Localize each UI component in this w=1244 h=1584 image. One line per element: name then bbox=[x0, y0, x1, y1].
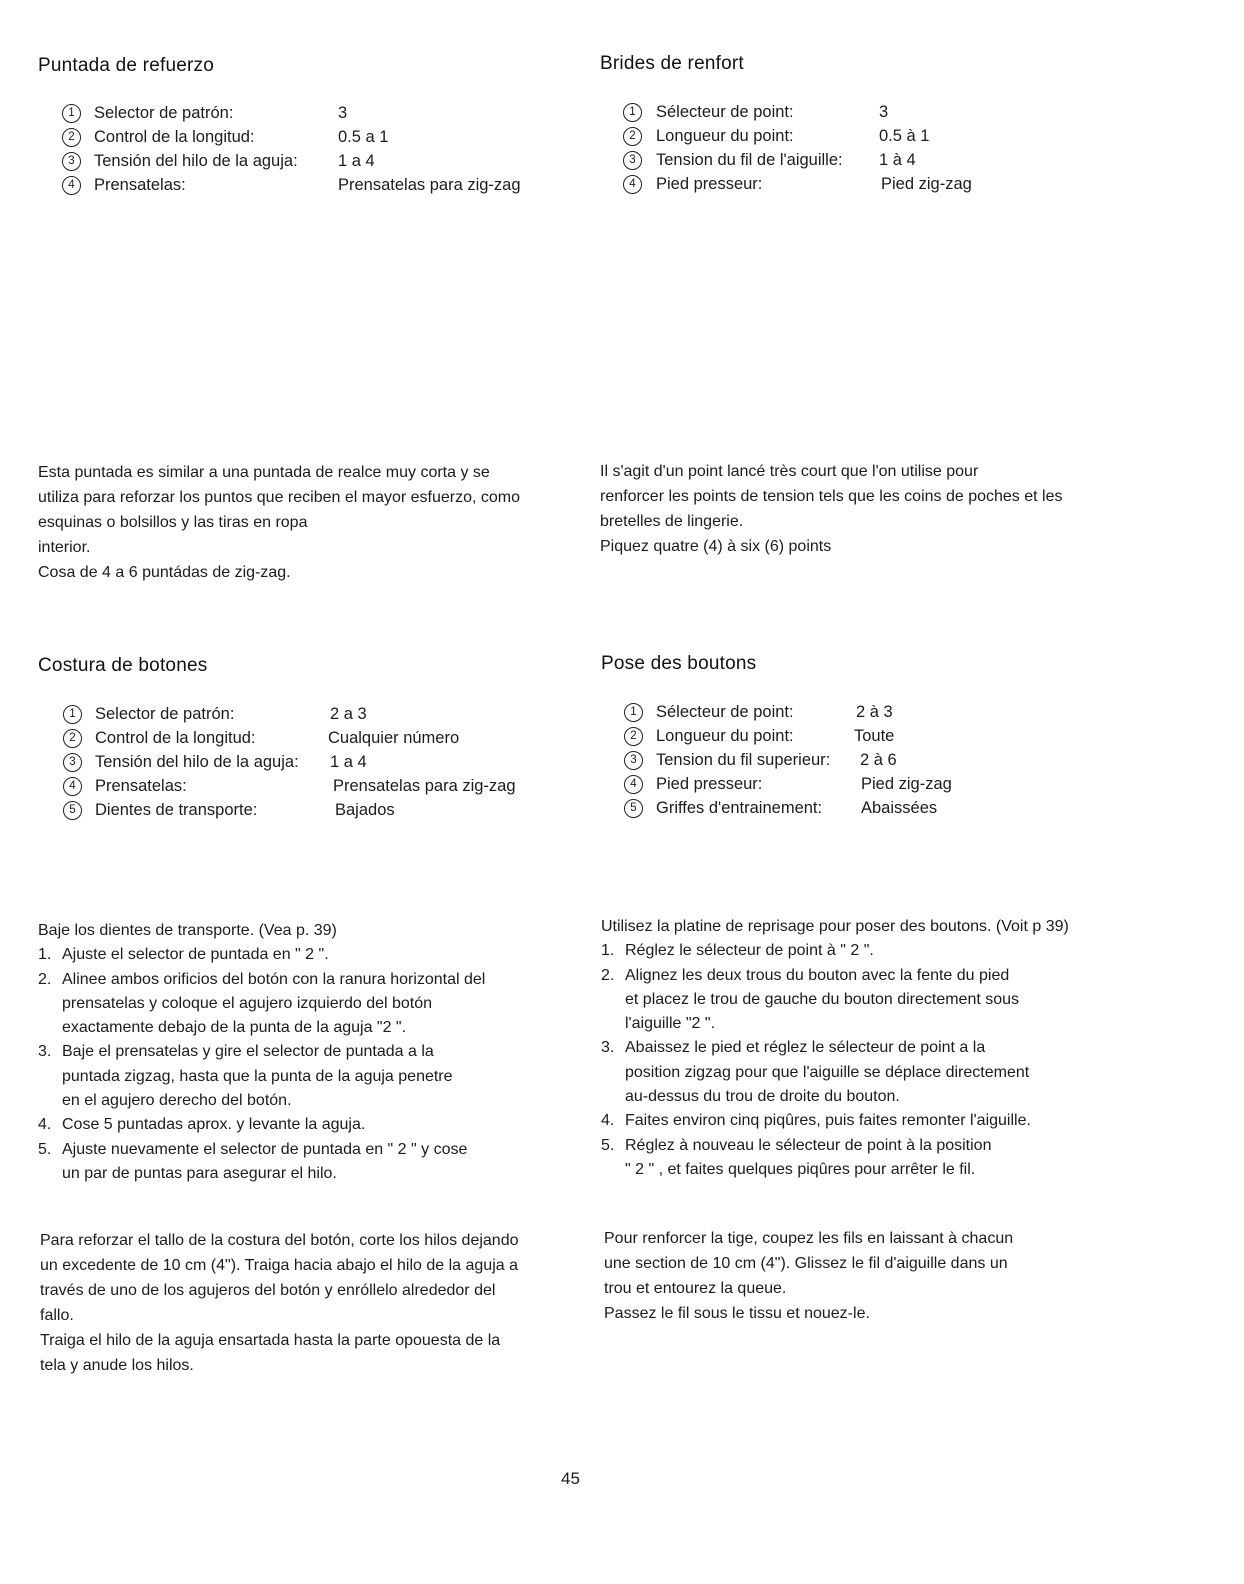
text-line: Il s'agit d'un point lancé très court que l'on utilise pour bbox=[600, 463, 979, 480]
es-refuerzo-title: Puntada de refuerzo bbox=[38, 55, 214, 76]
text-line: utiliza para reforzar los puntos que reciben el mayor esfuerzo, como bbox=[38, 489, 521, 506]
step-number: 3. bbox=[38, 1043, 52, 1061]
circled-number-icon: 5 bbox=[63, 801, 82, 820]
step-number: 2. bbox=[601, 966, 615, 984]
text-line: Pour renforcer la tige, coupez les fils en laissant à chacun bbox=[604, 1230, 1014, 1247]
step-item bbox=[601, 1036, 1069, 1109]
text-line: Para reforzar el tallo de la costura del botón, corte los hilos dejando bbox=[40, 1232, 519, 1249]
circled-number-icon: 5 bbox=[624, 799, 643, 818]
spec-label: Tension du fil superieur: bbox=[656, 751, 831, 769]
spec-value: Toute bbox=[854, 727, 895, 745]
text-line: puntada zigzag, hasta que la punta de la aguja penetre bbox=[62, 1067, 453, 1085]
spec-value: 0.5 à 1 bbox=[879, 127, 930, 145]
spec-value: 1 a 4 bbox=[338, 152, 375, 170]
step-item bbox=[601, 964, 1069, 1037]
intro-line: Baje los dientes de transporte. (Vea p. 39) bbox=[38, 922, 337, 939]
circled-number-icon: 4 bbox=[63, 777, 82, 796]
text-line: Piquez quatre (4) à six (6) points bbox=[600, 538, 832, 555]
step-number: 5. bbox=[601, 1136, 615, 1154]
text-line: en el agujero derecho del botón. bbox=[62, 1092, 292, 1110]
text-line: Faites environ cinq piqûres, puis faites remonter l'aiguille. bbox=[625, 1112, 1031, 1130]
circled-number-icon: 2 bbox=[623, 127, 642, 146]
fr-boutons-instructions bbox=[601, 915, 1069, 1182]
spec-value: Bajados bbox=[335, 801, 395, 819]
spec-value: Abaissées bbox=[861, 799, 938, 817]
circled-number-icon: 4 bbox=[623, 175, 642, 194]
circled-number-icon: 3 bbox=[63, 753, 82, 772]
text-line: Cosa de 4 a 6 puntádas de zig-zag. bbox=[38, 564, 291, 581]
page-number: 45 bbox=[561, 1469, 580, 1488]
es-refuerzo-paragraph bbox=[38, 460, 520, 585]
step-item bbox=[38, 1040, 485, 1113]
text-line: exactamente debajo de la punta de la aguja "2 ". bbox=[62, 1019, 407, 1037]
spec-value: 0.5 a 1 bbox=[338, 128, 389, 146]
text-line: prensatelas y coloque el agujero izquierdo del botón bbox=[62, 994, 433, 1012]
text-line: Ajuste el selector de puntada en " 2 ". bbox=[62, 946, 329, 964]
text-line: Réglez à nouveau le sélecteur de point à la position bbox=[625, 1136, 992, 1154]
text-line: trou et entourez la queue. bbox=[604, 1280, 787, 1297]
text-line: et placez le trou de gauche du bouton directement sous bbox=[625, 990, 1020, 1008]
spec-value: 1 a 4 bbox=[330, 753, 367, 771]
circled-number-icon: 2 bbox=[62, 128, 81, 147]
spec-label: Sélecteur de point: bbox=[656, 703, 794, 721]
es-botones-paragraph bbox=[40, 1228, 519, 1378]
spec-label: Sélecteur de point: bbox=[656, 103, 794, 121]
spec-label: Selector de patrón: bbox=[95, 705, 235, 723]
spec-label: Control de la longitud: bbox=[94, 128, 255, 146]
step-number: 4. bbox=[601, 1112, 615, 1130]
spec-label: Dientes de transporte: bbox=[95, 801, 258, 819]
text-line: Traiga el hilo de la aguja ensartada hasta la parte opouesta de la bbox=[40, 1332, 501, 1349]
step-item bbox=[38, 1138, 485, 1187]
text-line: l'aiguille "2 ". bbox=[625, 1015, 716, 1033]
text-line: interior. bbox=[38, 539, 91, 556]
es-botones-title: Costura de botones bbox=[38, 655, 208, 676]
text-line: través de uno de los agujeros del botón y enróllelo alrededor del bbox=[40, 1282, 496, 1299]
spec-label: Tension du fil de l'aiguille: bbox=[656, 151, 843, 169]
step-item bbox=[601, 1109, 1069, 1133]
circled-number-icon: 3 bbox=[624, 751, 643, 770]
text-line: tela y anude los hilos. bbox=[40, 1357, 194, 1374]
circled-number-icon: 1 bbox=[624, 703, 643, 722]
circled-number-icon: 3 bbox=[623, 151, 642, 170]
step-item bbox=[601, 1134, 1069, 1183]
spec-label: Tensión del hilo de la aguja: bbox=[95, 753, 299, 771]
spec-label: Pied presseur: bbox=[656, 775, 763, 793]
spec-value: Prensatelas para zig-zag bbox=[338, 176, 521, 194]
step-item bbox=[38, 968, 485, 1041]
spec-value: 2 a 3 bbox=[330, 705, 367, 723]
circled-number-icon: 1 bbox=[62, 104, 81, 123]
spec-label: Control de la longitud: bbox=[95, 729, 256, 747]
spec-value: Prensatelas para zig-zag bbox=[333, 777, 516, 795]
text-line: Cose 5 puntadas aprox. y levante la aguja. bbox=[62, 1116, 366, 1134]
fr-boutons-paragraph bbox=[604, 1226, 1013, 1326]
text-line: Abaissez le pied et réglez le sélecteur de point a la bbox=[625, 1039, 986, 1057]
spec-label: Longueur du point: bbox=[656, 727, 794, 745]
step-number: 4. bbox=[38, 1116, 52, 1134]
circled-number-icon: 2 bbox=[63, 729, 82, 748]
spec-label: Tensión del hilo de la aguja: bbox=[94, 152, 298, 170]
spec-value: Cualquier número bbox=[328, 729, 460, 747]
text-line: " 2 " , et faites quelques piqûres pour arrêter le fil. bbox=[625, 1160, 976, 1178]
spec-label: Prensatelas: bbox=[94, 176, 186, 194]
step-number: 1. bbox=[601, 942, 615, 960]
step-number: 5. bbox=[38, 1140, 52, 1158]
text-line: Réglez le sélecteur de point à " 2 ". bbox=[625, 942, 874, 960]
text-line: Baje el prensatelas y gire el selector de puntada a la bbox=[62, 1043, 434, 1061]
spec-label: Prensatelas: bbox=[95, 777, 187, 795]
fr-boutons-title: Pose des boutons bbox=[601, 653, 757, 674]
text-line: un par de puntas para asegurar el hilo. bbox=[62, 1164, 337, 1182]
text-line: Ajuste nuevamente el selector de puntada en " 2 " y cose bbox=[62, 1140, 468, 1158]
circled-number-icon: 1 bbox=[63, 705, 82, 724]
step-item bbox=[601, 939, 1069, 963]
text-line: Esta puntada es similar a una puntada de realce muy corta y se bbox=[38, 464, 490, 481]
step-item bbox=[38, 943, 485, 967]
spec-label: Longueur du point: bbox=[656, 127, 794, 145]
text-line: au-dessus du trou de droite du bouton. bbox=[625, 1088, 900, 1106]
spec-value: 2 à 3 bbox=[856, 703, 893, 721]
step-number: 3. bbox=[601, 1039, 615, 1057]
text-line: fallo. bbox=[40, 1307, 74, 1324]
circled-number-icon: 2 bbox=[624, 727, 643, 746]
circled-number-icon: 1 bbox=[623, 103, 642, 122]
intro-line: Utilisez la platine de reprisage pour poser des boutons. (Voit p 39) bbox=[601, 918, 1069, 935]
step-number: 2. bbox=[38, 970, 52, 988]
text-line: Alinee ambos orificios del botón con la ranura horizontal del bbox=[62, 970, 486, 988]
text-line: bretelles de lingerie. bbox=[600, 513, 744, 530]
fr-renfort-paragraph bbox=[600, 459, 1063, 559]
spec-value: Pied zig-zag bbox=[861, 775, 952, 793]
fr-renfort-title: Brides de renfort bbox=[600, 53, 744, 74]
spec-value: 1 à 4 bbox=[879, 151, 916, 169]
text-line: un excedente de 10 cm (4"). Traiga hacia abajo el hilo de la aguja a bbox=[40, 1257, 518, 1274]
step-number: 1. bbox=[38, 946, 52, 964]
es-botones-instructions bbox=[38, 919, 485, 1186]
circled-number-icon: 3 bbox=[62, 152, 81, 171]
step-item bbox=[38, 1113, 485, 1137]
spec-value: 3 bbox=[338, 104, 348, 122]
spec-label: Pied presseur: bbox=[656, 175, 763, 193]
text-line: Passez le fil sous le tissu et nouez-le. bbox=[604, 1305, 870, 1322]
spec-label: Selector de patrón: bbox=[94, 104, 234, 122]
text-line: Alignez les deux trous du bouton avec la fente du pied bbox=[625, 966, 1010, 984]
text-line: esquinas o bolsillos y las tiras en ropa bbox=[38, 514, 308, 531]
circled-number-icon: 4 bbox=[624, 775, 643, 794]
spec-value: Pied zig-zag bbox=[881, 175, 972, 193]
text-line: renforcer les points de tension tels que les coins de poches et les bbox=[600, 488, 1063, 505]
spec-value: 2 à 6 bbox=[860, 751, 897, 769]
text-line: position zigzag pour que l'aiguille se déplace directement bbox=[625, 1063, 1030, 1081]
text-line: une section de 10 cm (4"). Glissez le fil d'aiguille dans un bbox=[604, 1255, 1008, 1272]
spec-value: 3 bbox=[879, 103, 889, 121]
spec-label: Griffes d'entrainement: bbox=[656, 799, 823, 817]
circled-number-icon: 4 bbox=[62, 176, 81, 195]
